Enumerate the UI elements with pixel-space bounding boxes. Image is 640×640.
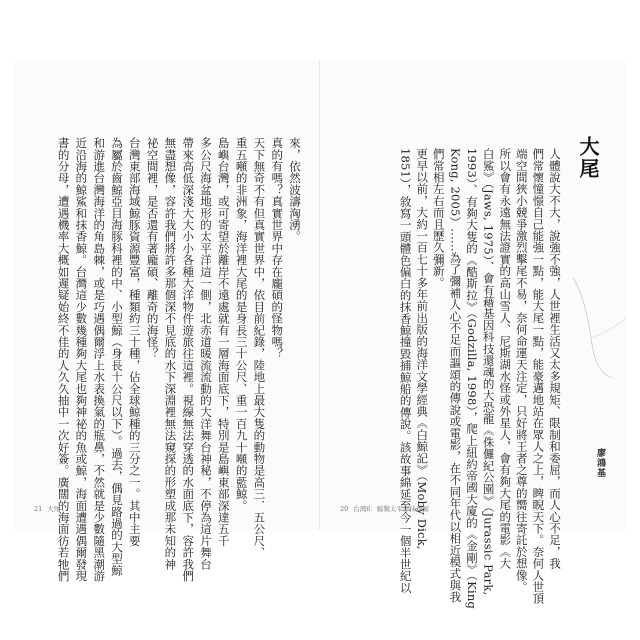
text-column: 人體說大不大，說強不強，人世裡生活又太多規矩、限制和委屈，而人心不足，我 <box>548 148 562 570</box>
left-running-head: 大尾 <box>47 505 61 513</box>
text-column: 來，依然波濤洶湧。 <box>288 137 302 243</box>
text-column: 台灣東部海域鯨豚資源豐富，種類約三十種，佔全球鯨種的三分之一。其中主要 <box>127 137 142 547</box>
text-column: 真的有嗎？真實世界中存在龐碩的怪物嗎？ <box>270 137 285 360</box>
author-name: 廖鴻基 <box>595 448 605 478</box>
right-folio <box>340 504 429 513</box>
text-column: 島嶼台灣，或可寄望於離岸不遠處就有一層海面底下，特別是島嶼東部深達五千 <box>216 137 231 547</box>
text-column: 所以會有永遠無法證實的高山雪人、尼斯湖水怪或外星人，會有夠大尾的電影《大 <box>498 148 513 570</box>
right-running-head: 台灣6：鯨類太平洋抹香鯨 <box>353 505 429 513</box>
text-column: 和游進台灣海洋的角島棘，或是巧遇偶爾浮上水表換氣的瓶鼻，不然就是少數隨黑潮游 <box>92 137 107 582</box>
text-column: 書的分母，遭遇機率大概如遲疑始終不佳的人久久抽中一次好簽。廣闊的海面彷若牠們 <box>56 137 71 582</box>
text-column: 祕空間裡，是否還有著龐碩、離奇的海怪？ <box>145 137 160 360</box>
text-column: 1851），敘寫一頭體色偏白的抹香鯨撞毀捕鯨船的傳說。該故事綿延至今一個半世紀以 <box>398 148 413 594</box>
left-page-number: 21 <box>34 505 43 513</box>
text-column: 無盡想像，容許我們將許多那個深不見底的水下深淵裡無法窺探的形塑成那未知的神 <box>163 137 178 570</box>
text-column: 天下無奇不有但真實世界中，依目前紀錄，陸地上最大隻的動物是高三．五公尺、 <box>252 137 267 559</box>
text-column: 近沿海的鯨鯊和抹香鯨。台灣這少數幾種夠大尾也夠神祕的魚或鯨，海面遭遇偶爾發現 <box>74 137 89 582</box>
text-column: 白鯊》（Jaws, 1975）、會有藉基因科技還魂的大恐龍《侏儸紀公園》（Jurassic Park, <box>481 148 496 596</box>
right-page-number: 20 <box>340 505 349 513</box>
chapter-title: 大尾 <box>576 136 600 180</box>
text-column: 1993）、有夠大隻的《酷斯拉》（Godzilla, 1998），爬上紐約帝國大廈的《金剛》（King <box>465 148 479 610</box>
text-column: 端空間狹小競爭激烈擊尾不易，奈何命運天注定，只好將王者之尊的嚮往寄託於想像。 <box>514 148 529 593</box>
text-column: 為屬於齒鯨亞目海豚科裡的中、小型鯨（身長十公尺以下）。過去，偶見路過的大型鯨 <box>110 137 124 576</box>
text-column: 們常相左右而且歷久彌新。 <box>431 148 446 289</box>
text-column: 更早以前，大約一百七十多年前出版的海洋文學經典《白鯨記》（Moby Dick, <box>415 148 430 550</box>
text-column: Kong, 2005）……為了彌補人心不足而謳頌的傳說或電影，在不同年代以相近模式與我 <box>448 148 463 603</box>
right-page <box>320 60 626 610</box>
text-column: 多公尺海盆地形的太平洋這一側，北赤道暖流流動的大洋舞台神秘，不停為這片舞台 <box>199 137 213 570</box>
text-column: 重五噸的非洲象，海洋裡大尾的是身長三十公尺、重一百九十噸的藍鯨。 <box>234 137 249 512</box>
left-page <box>14 60 320 582</box>
text-column: 帶來高低深淺大大小小各種大洋物件遊旅往這裡。視線無法穿透的水面底下，容許我們 <box>181 137 196 582</box>
left-folio <box>34 504 60 513</box>
text-column: 們常懷憧憬自己能強一點，能大尾一點，能豪邁地站在眾人之上，睥睨天下。奈何人世頂 <box>531 148 546 605</box>
book-spread <box>14 60 626 610</box>
